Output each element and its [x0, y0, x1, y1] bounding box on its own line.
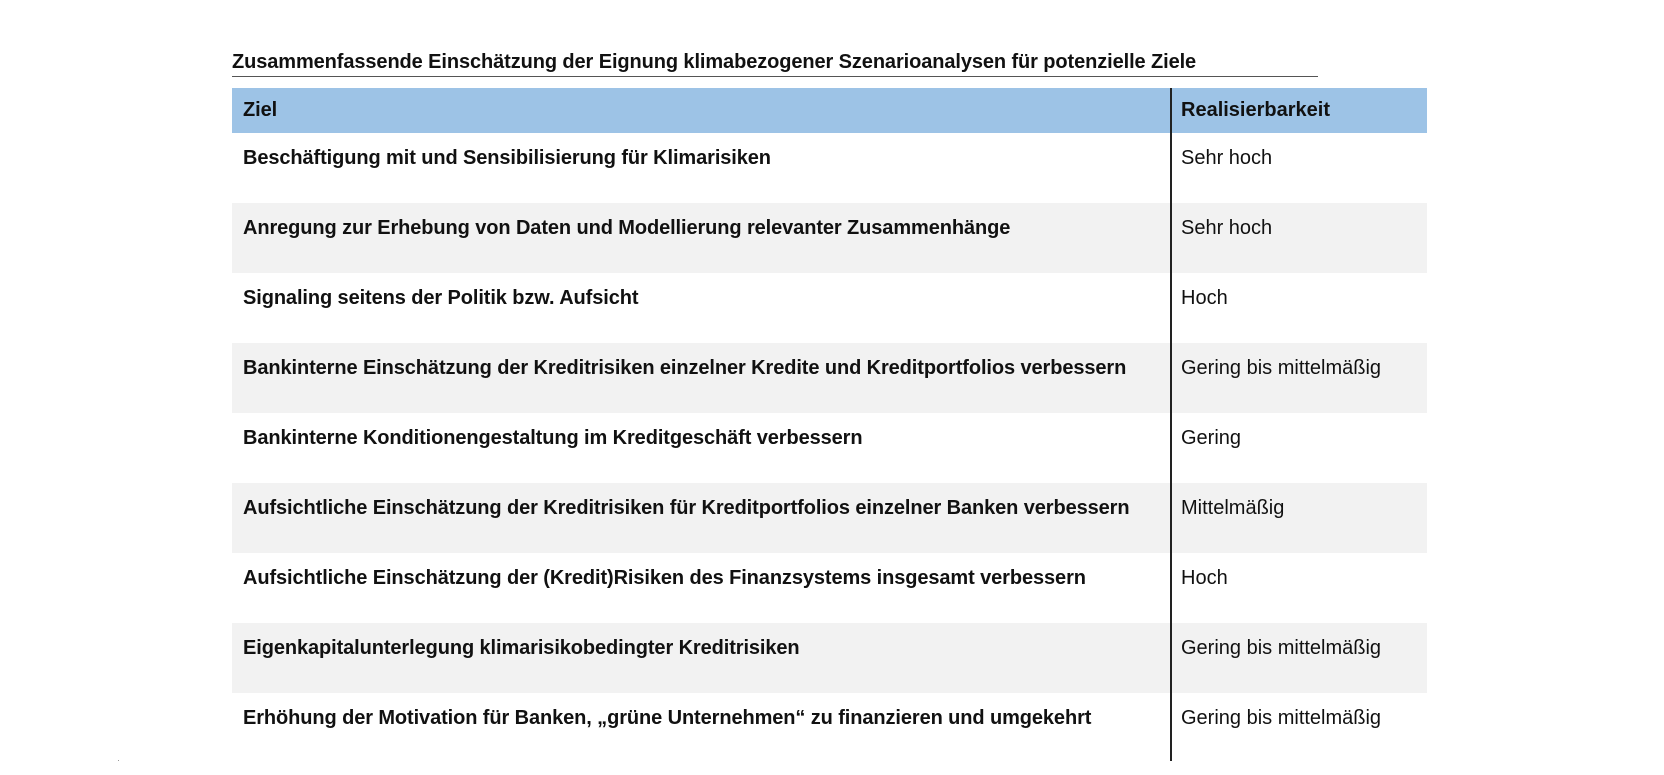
stray-dot	[118, 760, 119, 761]
header-goal: Ziel	[243, 99, 278, 121]
table-row	[232, 343, 1427, 413]
column-divider	[1170, 88, 1172, 761]
table-row	[232, 133, 1427, 203]
goal-cell: Signaling seitens der Politik bzw. Aufsicht	[243, 287, 639, 309]
goal-cell: Beschäftigung mit und Sensibilisierung für Klimarisiken	[243, 147, 771, 169]
table-row	[232, 553, 1427, 623]
feasibility-cell: Sehr hoch	[1181, 147, 1273, 169]
feasibility-cell: Mittelmäßig	[1181, 497, 1285, 519]
goal-cell: Eigenkapitalunterlegung klimarisikobedingter Kreditrisiken	[243, 637, 800, 659]
feasibility-cell: Hoch	[1181, 287, 1228, 309]
goal-cell: Erhöhung der Motivation für Banken, „grüne Unternehmen“ zu finanzieren und umgekehrt	[243, 707, 1092, 729]
feasibility-cell: Hoch	[1181, 567, 1228, 589]
goal-cell: Aufsichtliche Einschätzung der (Kredit)Risiken des Finanzsystems insgesamt verbessern	[243, 567, 1086, 589]
goal-cell: Bankinterne Konditionengestaltung im Kreditgeschäft verbessern	[243, 427, 863, 449]
feasibility-cell: Sehr hoch	[1181, 217, 1273, 239]
goal-cell: Anregung zur Erhebung von Daten und Modellierung relevanter Zusammenhänge	[243, 217, 1011, 239]
table-row	[232, 203, 1427, 273]
table-row	[232, 623, 1427, 693]
table-row	[232, 273, 1427, 343]
feasibility-cell: Gering bis mittelmäßig	[1181, 637, 1382, 659]
assessment-table	[232, 88, 1427, 763]
feasibility-cell: Gering bis mittelmäßig	[1181, 707, 1382, 729]
feasibility-cell: Gering	[1181, 427, 1242, 449]
table-caption: Zusammenfassende Einschätzung der Eignung klimabezogener Szenarioanalysen für potenzielle Ziele	[232, 48, 1318, 77]
goal-cell: Bankinterne Einschätzung der Kreditrisiken einzelner Kredite und Kreditportfolios verbessern	[243, 357, 1127, 379]
header-feasibility: Realisierbarkeit	[1181, 99, 1330, 121]
table-header-row	[232, 88, 1427, 133]
table-row	[232, 483, 1427, 553]
table-row	[232, 413, 1427, 483]
feasibility-cell: Gering bis mittelmäßig	[1181, 357, 1382, 379]
table-row	[232, 693, 1427, 763]
goal-cell: Aufsichtliche Einschätzung der Kreditrisiken für Kreditportfolios einzelner Banken verbessern	[243, 497, 1130, 519]
